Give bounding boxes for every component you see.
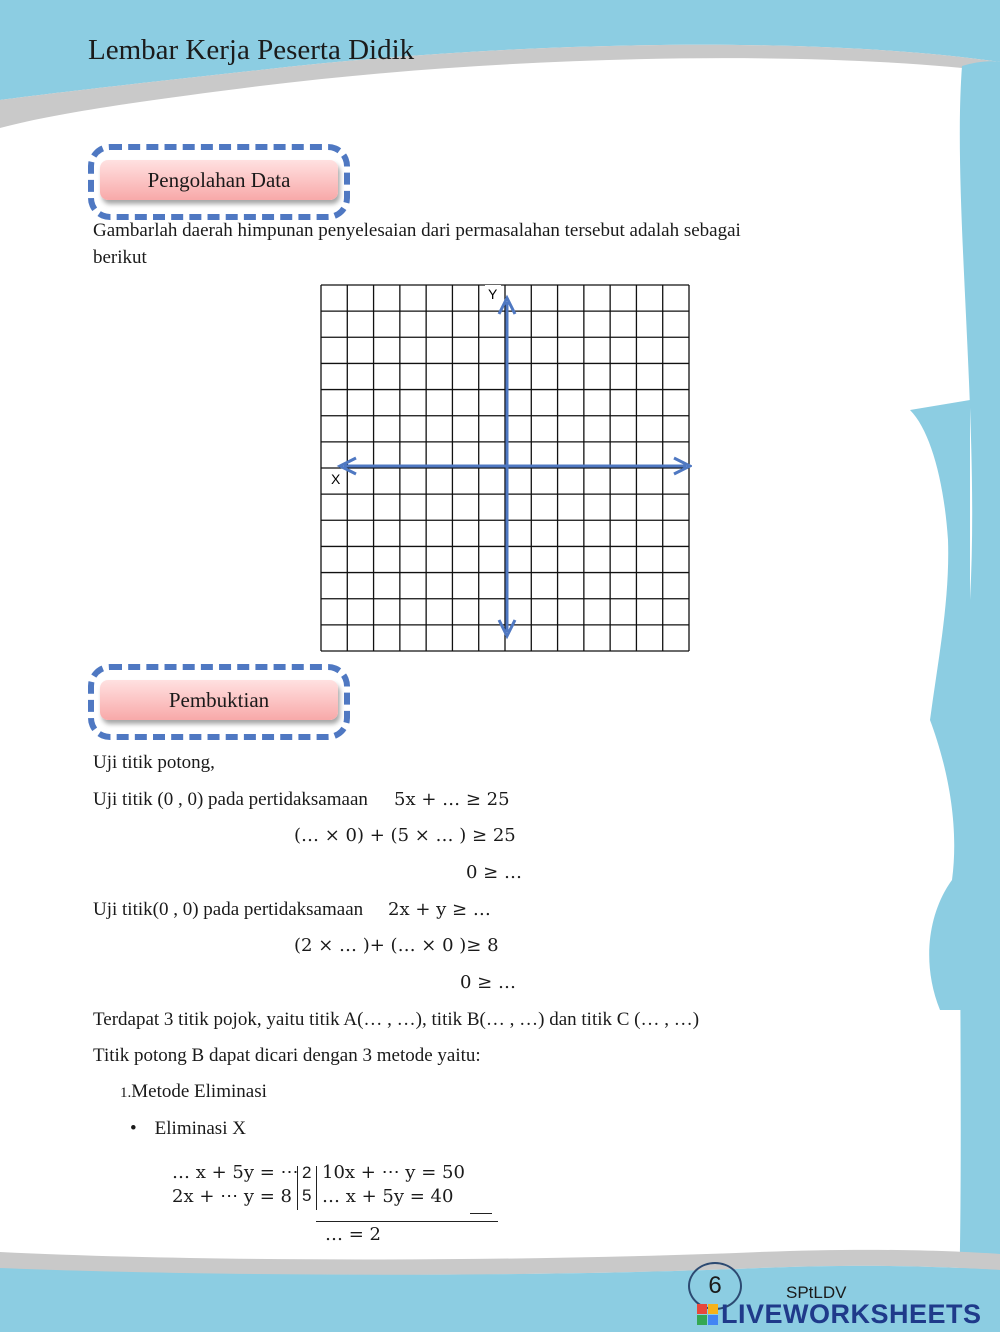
instruction-line1: Gambarlah daerah himpunan penyelesaian dari permasalahan tersebut adalah sebagai — [93, 220, 741, 241]
elim-x-label: Eliminasi X — [154, 1118, 246, 1139]
elim-eq2-right: … x + 5y = 40 — [322, 1186, 454, 1207]
multiplier-1: 2 — [302, 1163, 312, 1182]
test2-step1: (2 × … )+ (… × 0 )≥ 8 — [294, 935, 499, 956]
x-axis — [340, 458, 690, 474]
page-title: Lembar Kerja Peserta Didik — [88, 34, 415, 66]
watermark-logo[interactable] — [697, 1299, 982, 1330]
proof-intro: Uji titik potong, — [93, 752, 215, 773]
elim-result: … = 2 — [325, 1224, 381, 1245]
methods-intro: Titik potong B dapat dicari dengan 3 metode yaitu: — [93, 1045, 481, 1066]
method1-number: 1. — [120, 1085, 132, 1101]
instruction-line2: berikut — [93, 247, 147, 268]
test1-label: Uji titik (0 , 0) pada pertidaksamaan — [93, 789, 368, 810]
test1-step2: 0 ≥ … — [466, 862, 522, 883]
minus-sign — [470, 1213, 492, 1214]
test2-inequality: 2x + y ≥ … — [388, 899, 491, 920]
page-number: 6 — [708, 1272, 722, 1299]
elim-eq1-left: … x + 5y = ⋯ — [172, 1162, 299, 1183]
test1-step1: (… × 0) + (5 × … ) ≥ 25 — [294, 825, 516, 846]
method1-item — [120, 1081, 267, 1103]
elim-x-item — [130, 1118, 246, 1140]
test1-inequality: 5x + … ≥ 25 — [394, 789, 510, 810]
corner-points: Terdapat 3 titik pojok, yaitu titik A(… , …), titik B(… , …) dan titik C (… , …) — [93, 1009, 700, 1030]
grid-lines — [321, 285, 689, 651]
footer-brand: SPtLDV — [786, 1283, 847, 1302]
multiplier-2: 5 — [302, 1186, 312, 1205]
elim-bar-left — [297, 1166, 298, 1210]
test2-step2: 0 ≥ … — [460, 972, 516, 993]
test2-label: Uji titik(0 , 0) pada pertidaksamaan — [93, 899, 364, 920]
logo-icon — [697, 1304, 718, 1325]
elim-eq2-left: 2x + ⋯ y = 8 — [172, 1186, 292, 1207]
elim-eq1-right: 10x + ⋯ y = 50 — [322, 1162, 465, 1183]
proof-heading: Pembuktian — [100, 680, 338, 720]
sum-line — [316, 1221, 498, 1222]
coordinate-grid[interactable] — [318, 282, 692, 654]
processing-heading: Pengolahan Data — [100, 160, 338, 200]
right-splash — [910, 400, 970, 1010]
y-axis-label: Y — [488, 286, 498, 302]
x-axis-label: X — [331, 471, 341, 487]
bullet-icon: • — [130, 1118, 137, 1139]
watermark-text: LIVEWORKSHEETS — [721, 1299, 982, 1329]
elim-bar-right — [316, 1166, 317, 1210]
method1-label: Metode Eliminasi — [131, 1081, 267, 1102]
